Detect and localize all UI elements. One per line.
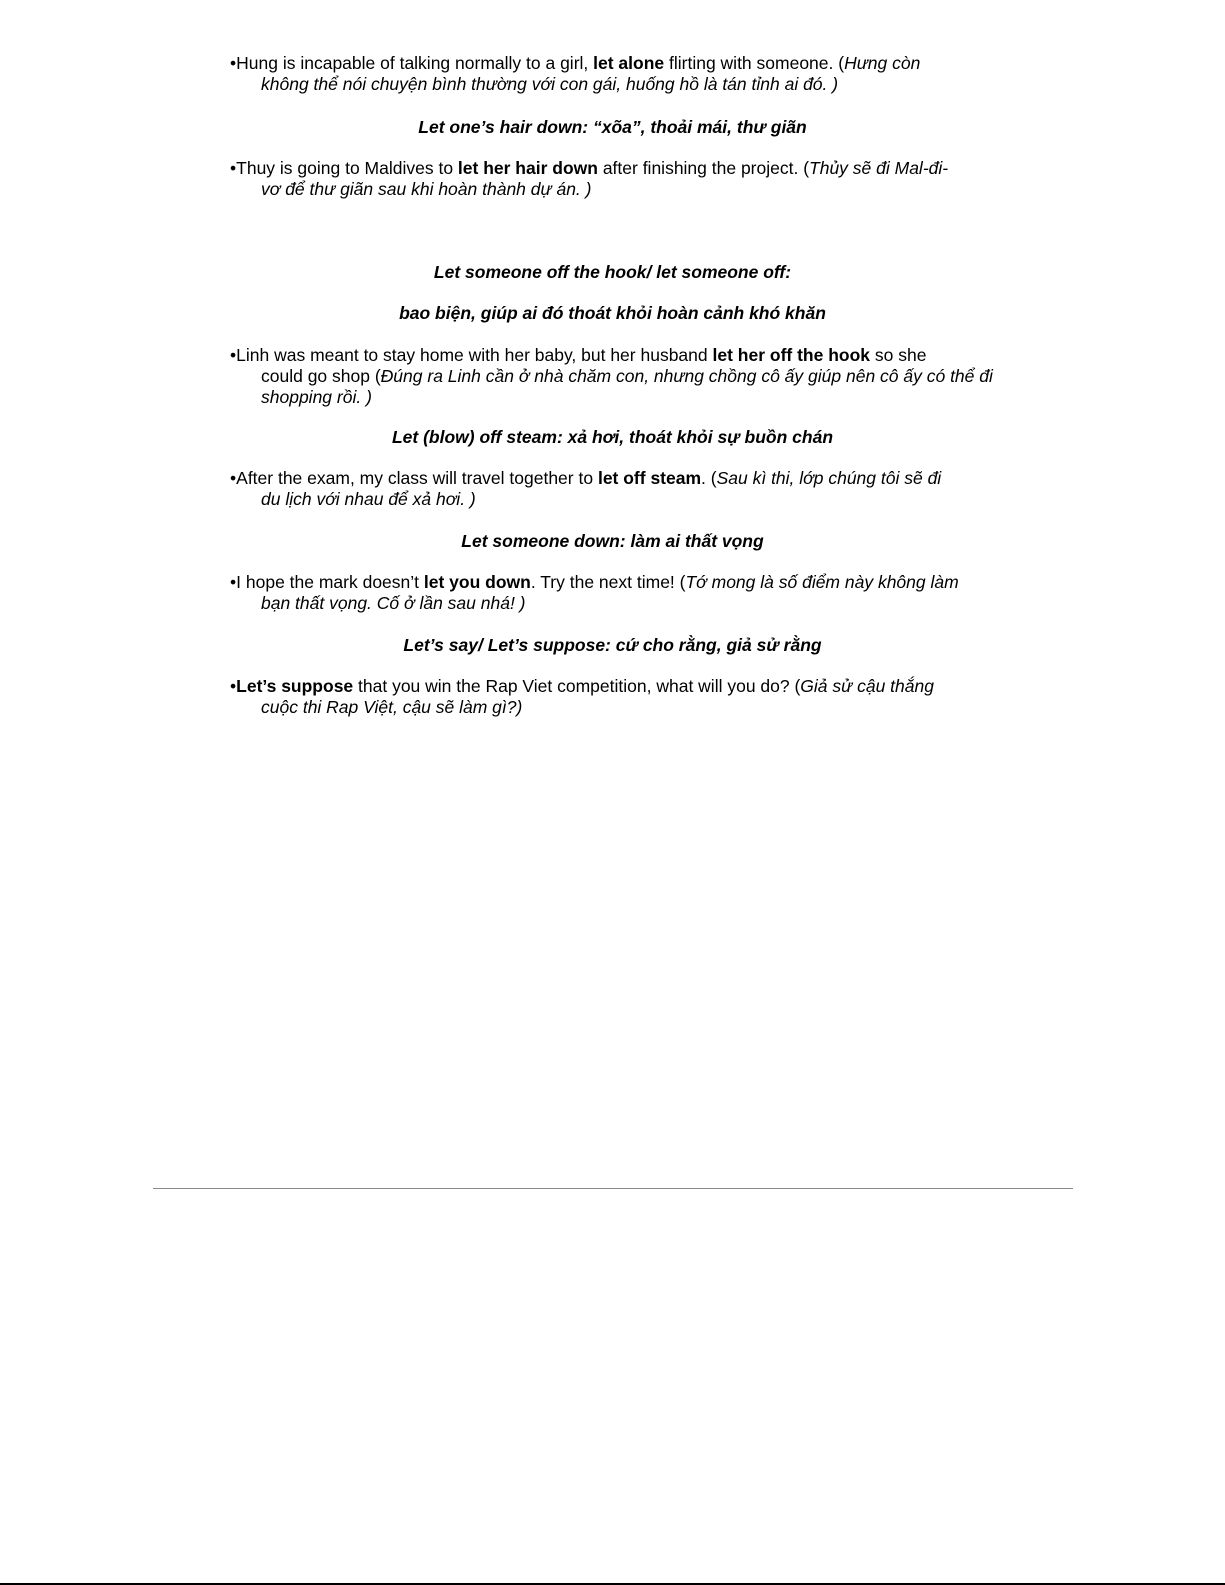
phrase-highlight: let alone xyxy=(593,53,665,73)
example-text: Linh was meant to stay home with her baby, but her husband xyxy=(236,345,713,365)
example-text: could go shop ( xyxy=(261,366,381,386)
example-text: After the exam, my class will travel together to xyxy=(236,468,598,488)
translation-text: Tớ mong là số điểm này không làm xyxy=(685,572,959,592)
translation-text: Hưng còn xyxy=(844,53,921,73)
example-text: so she xyxy=(870,345,927,365)
example-let-off-hook xyxy=(230,345,1020,408)
translation-text: Giả sử cậu thắng xyxy=(800,676,934,696)
phrase-highlight: let you down xyxy=(423,572,531,592)
example-text: . Try the next time! ( xyxy=(530,572,686,592)
bullet: • xyxy=(230,158,237,178)
translation-text: không thể nói chuyện bình thường với con gái, huống hồ là tán tỉnh ai đó. ) xyxy=(261,74,839,94)
translation-text: Đúng ra Linh cần ở nhà chăm con, nhưng chồng cô ấy giúp nên cô ấy có thể đi xyxy=(380,366,993,386)
idiom-heading: bao biện, giúp ai đó thoát khỏi hoàn cảnh khó khăn xyxy=(399,303,826,323)
bullet: • xyxy=(230,345,237,365)
example-let-alone xyxy=(230,53,1020,95)
translation-text: Thủy sẽ đi Mal-đi- xyxy=(809,158,949,178)
bullet: • xyxy=(230,676,237,696)
translation-text: Sau kì thi, lớp chúng tôi sẽ đi xyxy=(716,468,942,488)
example-text: after finishing the project. ( xyxy=(597,158,810,178)
example-text: that you win the Rap Viet competition, what will you do? ( xyxy=(353,676,801,696)
idiom-heading: Let someone down: làm ai thất vọng xyxy=(461,531,764,551)
translation-text: du lịch với nhau để xả hơi. ) xyxy=(261,489,476,509)
translation-text: shopping rồi. ) xyxy=(261,387,372,407)
phrase-highlight: let her hair down xyxy=(457,158,598,178)
example-text: Thuy is going to Maldives to xyxy=(236,158,458,178)
example-text: I hope the mark doesn’t xyxy=(236,572,424,592)
example-text: Hung is incapable of talking normally to a girl, xyxy=(236,53,594,73)
idiom-heading: Let (blow) off steam: xả hơi, thoát khỏi sự buồn chán xyxy=(391,427,834,447)
footer-divider xyxy=(153,1188,1073,1189)
example-lets-suppose xyxy=(230,676,1020,718)
example-text: flirting with someone. ( xyxy=(664,53,845,73)
example-let-down xyxy=(230,572,1020,614)
phrase-highlight: let off steam xyxy=(597,468,702,488)
phrase-highlight: Let’s suppose xyxy=(236,676,354,696)
bullet: • xyxy=(230,572,237,592)
example-let-off-steam xyxy=(230,468,1020,510)
translation-text: cuộc thi Rap Việt, cậu sẽ làm gì?) xyxy=(261,697,523,717)
bullet: • xyxy=(230,53,237,73)
example-let-hair-down xyxy=(230,158,1020,200)
bullet: • xyxy=(230,468,237,488)
idiom-heading: Let’s say/ Let’s suppose: cứ cho rằng, giả sử rằng xyxy=(403,635,822,655)
idiom-heading: Let someone off the hook/ let someone off: xyxy=(433,262,792,282)
translation-text: vơ để thư giãn sau khi hoàn thành dự án. ) xyxy=(261,179,592,199)
translation-text: bạn thất vọng. Cố ở lần sau nhá! ) xyxy=(261,593,526,613)
example-text: . ( xyxy=(701,468,717,488)
phrase-highlight: let her off the hook xyxy=(712,345,870,365)
idiom-heading: Let one’s hair down: “xõa”, thoải mái, thư giãn xyxy=(418,117,807,137)
